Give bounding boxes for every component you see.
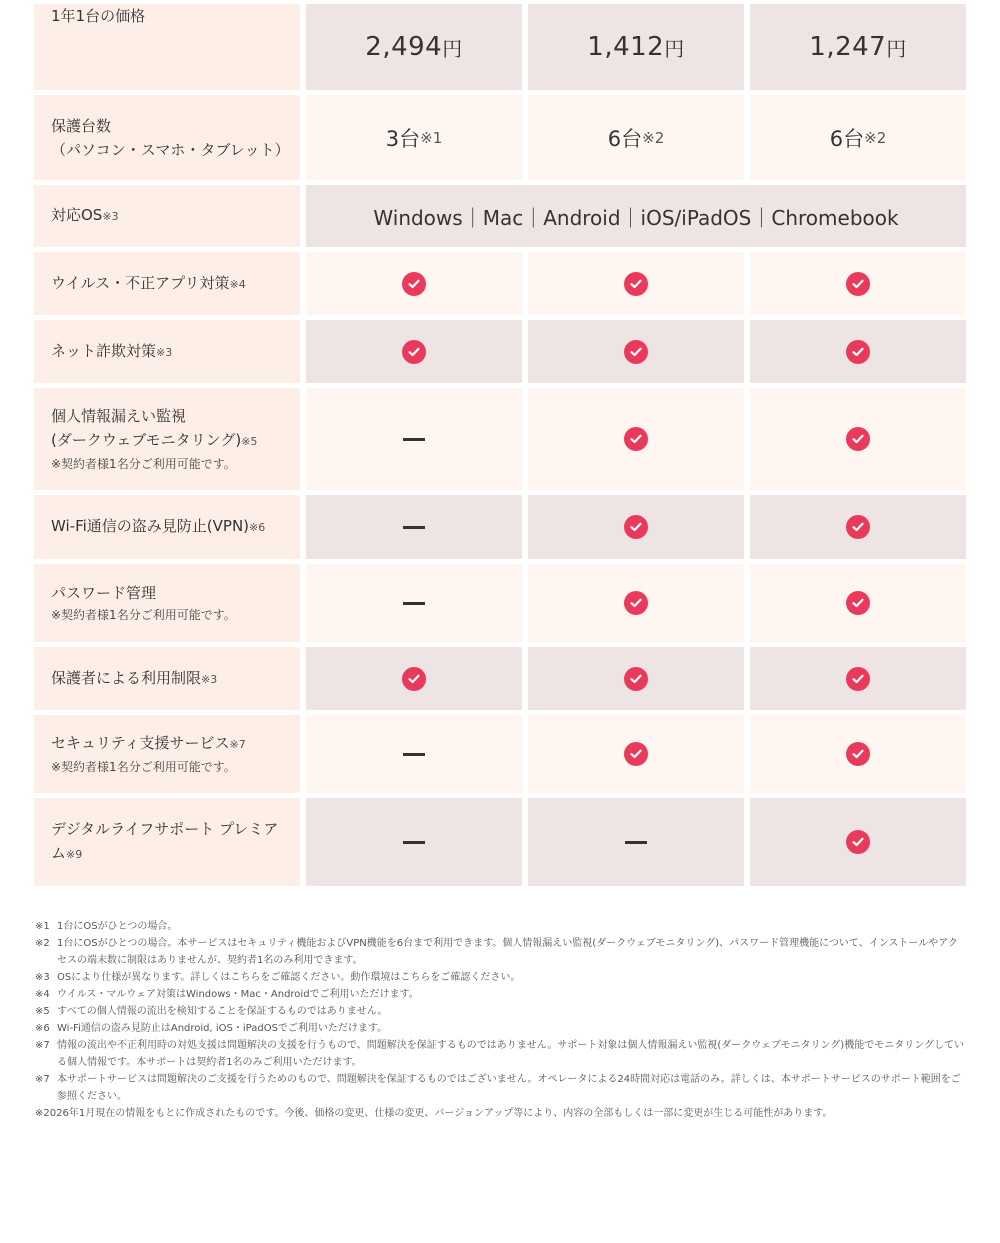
check-circle-icon (846, 667, 870, 691)
row-label-fraud: ネット詐欺対策※3 (34, 320, 300, 383)
check-circle-icon (846, 830, 870, 854)
dash-icon (625, 841, 647, 844)
fraud-plan-3 (750, 320, 966, 383)
vpn-plan-1 (306, 495, 522, 559)
supported-os-value: Windows｜Mac｜Android｜iOS/iPadOS｜Chromebook (306, 185, 966, 247)
check-circle-icon (402, 667, 426, 691)
check-circle-icon (624, 340, 648, 364)
check-circle-icon (402, 340, 426, 364)
row-label-price: 1年1台の価格 (34, 4, 300, 90)
vpn-plan-3 (750, 495, 966, 559)
check-circle-icon (624, 667, 648, 691)
row-label-premium: デジタルライフサポート プレミア ム※9 (34, 798, 300, 886)
premium-plan-2 (528, 798, 744, 886)
support-plan-3 (750, 715, 966, 793)
support-plan-2 (528, 715, 744, 793)
footnote-7b: ※7 本サポートサービスは問題解決のご支援を行うためのもので、問題解決を保証するものではございません。オペレータによる24時間対応は電話のみ。詳しくは、本サポートサービスのサポート範囲をご参照ください。 (35, 1074, 961, 1102)
price-plan-3: 1,247 円 (750, 4, 966, 90)
vpn-plan-2 (528, 495, 744, 559)
parental-plan-3 (750, 647, 966, 710)
check-circle-icon (624, 272, 648, 296)
virus-plan-2 (528, 252, 744, 315)
footnote-5: ※5 すべての個人情報の流出を検知することを保証するものではありません。 (35, 1006, 388, 1017)
check-circle-icon (624, 515, 648, 539)
price-plan-1: 2,494 円 (306, 4, 522, 90)
dash-icon (403, 438, 425, 441)
support-plan-1 (306, 715, 522, 793)
footnote-1: ※1 1台にOSがひとつの場合。 (35, 921, 178, 932)
dash-icon (403, 753, 425, 756)
darkweb-plan-3 (750, 388, 966, 490)
check-circle-icon (846, 272, 870, 296)
devices-plan-3: 6台 ※2 (750, 95, 966, 180)
check-circle-icon (846, 742, 870, 766)
row-label-os: 対応OS※3 (34, 185, 300, 247)
premium-plan-1 (306, 798, 522, 886)
check-circle-icon (846, 427, 870, 451)
dash-icon (403, 841, 425, 844)
darkweb-plan-1 (306, 388, 522, 490)
row-label-password: パスワード管理 ※契約者様1名分ご利用可能です。 (34, 564, 300, 642)
devices-plan-1: 3台 ※1 (306, 95, 522, 180)
row-label-devices: 保護台数 （パソコン・スマホ・タブレット） (34, 95, 300, 180)
row-label-parental: 保護者による利用制限※3 (34, 647, 300, 710)
premium-plan-3 (750, 798, 966, 886)
check-circle-icon (624, 591, 648, 615)
footnote-4: ※4 ウイルス・マルウェア対策はWindows・Mac・Androidでご利用いただけます。 (35, 989, 419, 1000)
virus-plan-1 (306, 252, 522, 315)
row-label-vpn: Wi-Fi通信の盗み見防止(VPN)※6 (34, 495, 300, 559)
footnotes (35, 918, 965, 1122)
check-circle-icon (846, 515, 870, 539)
footnote-6: ※6 Wi-Fi通信の盗み見防止はAndroid, iOS・iPadOSでご利用いただけます。 (35, 1023, 388, 1034)
check-circle-icon (846, 340, 870, 364)
check-circle-icon (846, 591, 870, 615)
check-circle-icon (624, 742, 648, 766)
fraud-plan-2 (528, 320, 744, 383)
footnote-3: ※3 OSにより仕様が異なります。詳しくはこちらをご確認ください。動作環境はこちらをご確認ください。 (35, 972, 521, 983)
fraud-plan-1 (306, 320, 522, 383)
check-circle-icon (624, 427, 648, 451)
virus-plan-3 (750, 252, 966, 315)
plan-comparison-table (34, 4, 966, 886)
dash-icon (403, 602, 425, 605)
footnote-2: ※2 1台にOSがひとつの場合。本サービスはセキュリティ機能およびVPN機能を6台まで利用できます。個人情報漏えい監視(ダークウェブモニタリング)、パスワード管理機能について、インストールやアクセスの端末数に制限はありませんが、契約者1名のみ利用できます。 (35, 938, 958, 966)
row-label-darkweb: 個人情報漏えい監視 (ダークウェブモニタリング)※5 ※契約者様1名分ご利用可能です。 (34, 388, 300, 490)
row-label-virus: ウイルス・不正アプリ対策※4 (34, 252, 300, 315)
check-circle-icon (402, 272, 426, 296)
footnote-disclaimer: ※2026年1月現在の情報をもとに作成されたものです。今後、価格の変更、仕様の変更、バージョンアップ等により、内容の全部もしくは一部に変更が生じる可能性があります。 (35, 1108, 833, 1119)
dash-icon (403, 526, 425, 529)
parental-plan-2 (528, 647, 744, 710)
footnote-7a: ※7 情報の流出や不正利用時の対処支援は問題解決の支援を行うもので、問題解決を保証するものではありません。サポート対象は個人情報漏えい監視(ダークウェブモニタリング)機能でモニタリングしている個人情報です。本サポートは契約者1名のみご利用いただけます。 (35, 1040, 965, 1068)
darkweb-plan-2 (528, 388, 744, 490)
password-plan-1 (306, 564, 522, 642)
devices-plan-2: 6台 ※2 (528, 95, 744, 180)
price-plan-2: 1,412 円 (528, 4, 744, 90)
row-label-support: セキュリティ支援サービス※7 ※契約者様1名分ご利用可能です。 (34, 715, 300, 793)
password-plan-2 (528, 564, 744, 642)
parental-plan-1 (306, 647, 522, 710)
password-plan-3 (750, 564, 966, 642)
